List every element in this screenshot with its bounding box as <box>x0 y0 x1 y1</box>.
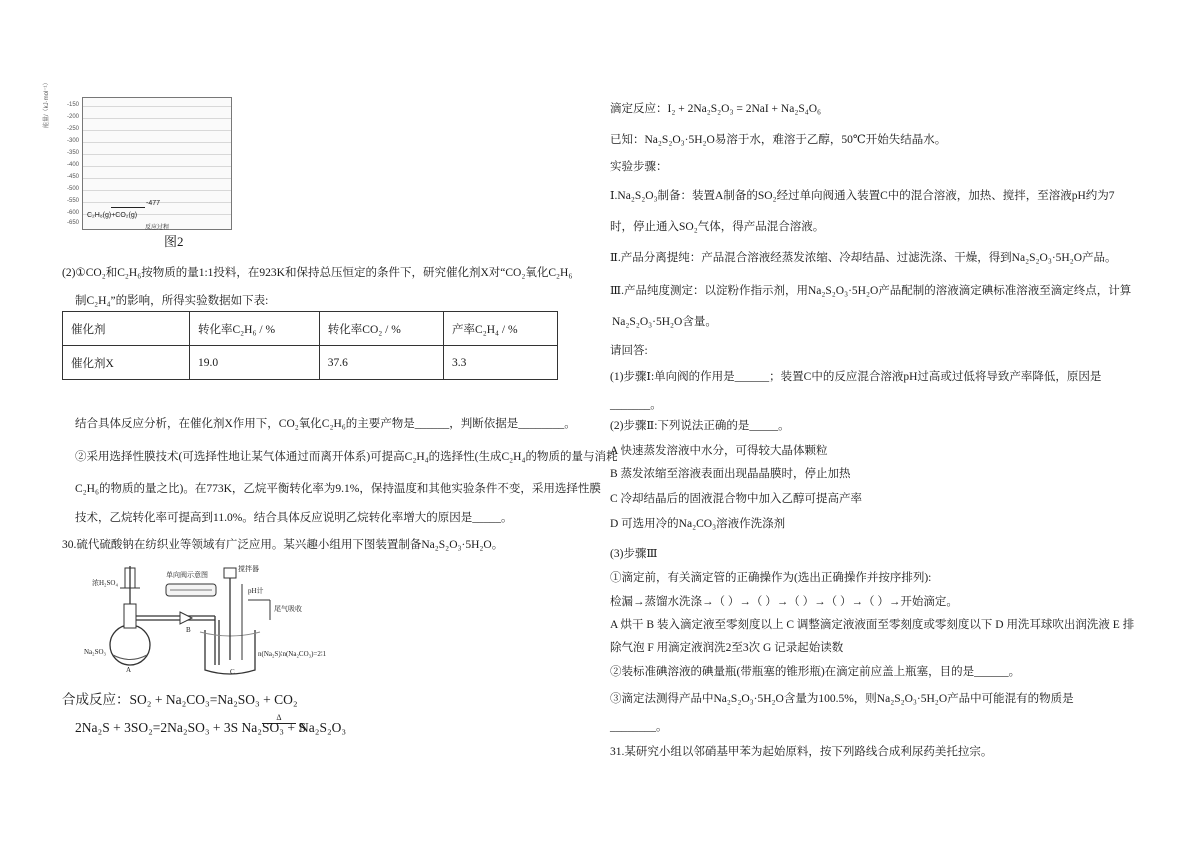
label-a: A <box>126 666 132 674</box>
step3-line2: Na₂S₂O₃·5H₂O含量。 <box>612 316 717 328</box>
q2-right: (2)步骤Ⅱ:下列说法正确的是_____。 <box>610 420 790 432</box>
chart-y-tick: -650 <box>66 220 79 226</box>
option-a: A 快速蒸发溶液中水分，可得较大晶体颗粒 <box>610 445 828 457</box>
table-header-cell: 转化率CO₂ / % <box>319 312 443 346</box>
operations-line1: A 烘干 B 装入滴定液至零刻度以上 C 调整滴定液液面至零刻度或零刻度以下 D 用洗耳球吹出润洗液 E 排 <box>610 619 1135 631</box>
table-row <box>63 346 558 380</box>
label-ratio: n(Na₂S)∶n(Na₂CO₃)=2∶1 <box>258 650 327 658</box>
answer-prompt: 请回答: <box>610 345 648 357</box>
step3-line1: Ⅲ.产品纯度测定：以淀粉作指示剂，用Na₂S₂O₃·5H₂O产品配制的溶液滴定碘标准溶液至滴定终点，计算 <box>610 285 1132 297</box>
table-header-cell: 产率C₂H₄ / % <box>444 312 558 346</box>
label-c: C <box>230 668 235 676</box>
chart-x-label: 反应过程 <box>145 225 170 231</box>
q3-1-sequence: 检漏→蒸馏水洗涤→（ ）→（ ）→（ ）→（ ）→（ ）→开始滴定。 <box>610 596 958 608</box>
chart-y-tick: -250 <box>66 126 79 132</box>
label-ph: pH计 <box>248 587 264 595</box>
synthesis-line1: 合成反应：SO₂ + Na₂CO₃=Na₂SO₃ + CO₂ <box>62 692 298 707</box>
q2-analysis: 结合具体反应分析，在催化剂X作用下，CO₂氧化C₂H₆的主要产物是______，判断依据是________。 <box>75 418 576 430</box>
table-header-cell: 催化剂 <box>63 312 190 346</box>
energy-level-value: -477 <box>146 200 161 207</box>
step1-line1: Ⅰ.Na₂S₂O₃制备：装置A制备的SO₂经过单向阀通入装置C中的混合溶液，加热、搅拌，至溶液pH约为7 <box>610 190 1115 202</box>
operations-line2: 除气泡 F 用滴定液润洗2至3次 G 记录起始读数 <box>610 642 844 654</box>
option-c: C 冷却结晶后的固液混合物中加入乙醇可提高产率 <box>610 493 863 505</box>
apparatus-diagram <box>80 560 370 678</box>
q2-2-line2: C₂H₆的物质的量之比)。在773K，乙烷平衡转化率为9.1%，保持温度和其他实验条件不变，采用选择性膜 <box>75 483 601 495</box>
table-cell: 19.0 <box>190 346 320 380</box>
chart-y-tick: -450 <box>66 174 79 180</box>
chart-y-tick: -300 <box>66 138 79 144</box>
titration-reaction: 滴定反应：I₂ + 2Na₂S₂O₃ = 2NaI + Na₂S₄O₆ <box>610 103 822 115</box>
chart-y-tick: -200 <box>66 114 79 120</box>
chart-y-tick: -400 <box>66 162 79 168</box>
q2-2-line1: ②采用选择性膜技术(可选择性地让某气体通过而离开体系)可提高C₂H₄的选择性(生成C₂H₄的物质的量与消耗 <box>75 451 618 463</box>
table-header-row <box>63 312 558 346</box>
option-d: D 可选用冷的Na₂CO₃溶液作洗涤剂 <box>610 518 786 530</box>
energy-chart <box>44 79 232 231</box>
chart-y-tick: -350 <box>66 150 79 156</box>
q3-1: ①滴定前，有关滴定管的正确操作为(选出正确操作并按序排列): <box>610 572 932 584</box>
arrow-line <box>262 723 296 724</box>
chart-y-label: 能量/（kJ·mol⁻¹） <box>44 79 50 128</box>
q3-2: ②装标准碘溶液的碘量瓶(带瓶塞的锥形瓶)在滴定前应盖上瓶塞，目的是______。 <box>610 666 1021 678</box>
steps-title: 实验步骤： <box>610 161 668 173</box>
energy-level-line <box>111 207 145 208</box>
chart-y-tick: -600 <box>66 210 79 216</box>
q2-2-line3: 技术，乙烷转化率可提高到11.0%。结合具体反应说明乙烷转化率增大的原因是_____。 <box>75 512 513 524</box>
q2-intro-line1: (2)①CO₂和C₂H₆按物质的量1:1投料，在923K和保持总压恒定的条件下，研究催化剂X对“CO₂氧化C₂H₆ <box>62 267 573 279</box>
apparatus-drawing <box>80 560 370 678</box>
q1-line2: _______。 <box>610 399 662 411</box>
q1-line1: (1)步骤Ⅰ:单向阀的作用是______；装置C中的反应混合溶液pH过高或过低将导致产率降低，原因是 <box>610 371 1102 383</box>
synthesis-product: Na₂S₂O₃ <box>299 720 347 735</box>
table-cell: 37.6 <box>319 346 443 380</box>
step1-line2: 时，停止通入SO₂气体，得产品混合溶液。 <box>610 221 825 233</box>
chart-y-tick: -500 <box>66 186 79 192</box>
label-acid: 浓H₂SO₄ <box>92 579 118 587</box>
step2: Ⅱ.产品分离提纯：产品混合溶液经蒸发浓缩、冷却结晶、过滤洗涤、干燥，得到Na₂S₂O₃·5H₂O产品。 <box>610 252 1117 264</box>
q3-3: ③滴定法测得产品中Na₂S₂O₃·5H₂O含量为100.5%，则Na₂S₂O₃·5H₂O产品中可能混有的物质是 <box>610 693 1074 705</box>
species-label: C₂H₆(g)+CO₂(g) <box>87 212 138 219</box>
q2-intro-line2: 制C₂H₄”的影响，所得实验数据如下表: <box>75 295 269 307</box>
q31-intro: 31.某研究小组以邻硝基甲苯为起始原料，按下列路线合成利尿药美托拉宗。 <box>610 746 993 758</box>
label-valve: 单向阀示意图 <box>166 571 208 579</box>
experiment-table <box>62 311 558 380</box>
table-cell: 催化剂X <box>63 346 190 380</box>
label-tail: 尾气吸收 <box>274 605 302 613</box>
chart-y-tick: -150 <box>66 102 79 108</box>
figure-caption: 图2 <box>164 234 184 249</box>
synthesis-arrow <box>262 713 296 724</box>
q30-intro: 30.硫代硫酸钠在纺织业等领域有广泛应用。某兴趣小组用下图装置制备Na₂S₂O₃·5H₂O。 <box>62 539 504 551</box>
label-solid: Na₂SO₃ <box>84 648 106 656</box>
table-header-cell: 转化率C₂H₆ / % <box>190 312 320 346</box>
table-cell: 3.3 <box>444 346 558 380</box>
synthesis-line2: 2Na₂S + 3SO₂=2Na₂SO₃ + 3S Na₂SO₃ + S <box>75 720 306 735</box>
label-stirrer: 搅拌器 <box>238 565 259 573</box>
known-info: 已知：Na₂S₂O₃·5H₂O易溶于水，难溶于乙醇，50℃开始失结晶水。 <box>610 134 947 146</box>
label-b: B <box>186 626 191 634</box>
option-b: B 蒸发浓缩至溶液表面出现晶晶膜时，停止加热 <box>610 468 851 480</box>
q3-title: (3)步骤Ⅲ <box>610 548 658 560</box>
chart-y-tick: -550 <box>66 198 79 204</box>
q3-3-blank: ________。 <box>610 721 668 733</box>
arrow-label: Δ <box>276 713 282 722</box>
